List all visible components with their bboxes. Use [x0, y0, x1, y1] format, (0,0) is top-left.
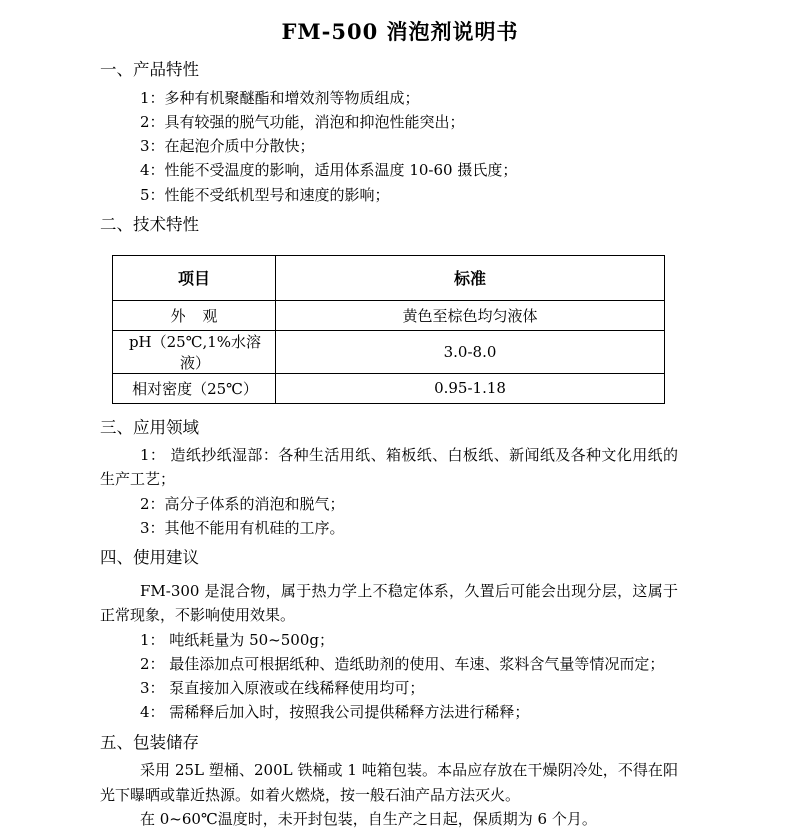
- storage-paragraph: 采用 25L 塑桶、200L 铁桶或 1 吨箱包装。本品应存放在干燥阴冷处，不得在阳光下曝晒或靠近热源。如着火燃烧，按一般石油产品方法灭火。: [100, 761, 678, 804]
- table-cell-standard: 黄色至棕色均匀液体: [276, 300, 665, 330]
- table-cell-item: 外 观: [113, 300, 276, 330]
- usage-intro-paragraph: FM-300 是混合物，属于热力学上不稳定体系，久置后可能会出现分层，这属于正常现象，不影响使用效果。: [100, 581, 678, 625]
- list-item: 4：性能不受温度的影响，适用体系温度 10-60 摄氏度；: [140, 161, 518, 180]
- list-item: 1： 造纸抄纸湿部：各种生活用纸、箱板纸、白板纸、新闻纸及各种文化用纸的生产工艺；: [100, 446, 678, 489]
- table-row: [113, 300, 665, 330]
- list-item: 3：其他不能用有机硅的工序。: [140, 519, 345, 538]
- list-item: 4： 需稀释后加入时，按照我公司提供稀释方法进行稀释；: [140, 703, 530, 722]
- table-cell-item: pH（25℃,1%水溶液）: [113, 330, 276, 373]
- table-cell-standard: 3.0-8.0: [276, 330, 665, 373]
- table-header-standard: 标准: [276, 255, 665, 300]
- section-heading-packaging-storage: 五、包装储存: [100, 732, 199, 752]
- list-item: 2：具有较强的脱气功能，消泡和抑泡性能突出；: [140, 112, 465, 131]
- technical-properties-table: [112, 255, 665, 404]
- section-heading-technical-properties: 二、技术特性: [100, 215, 199, 235]
- table-row: [113, 330, 665, 373]
- list-item: 3： 泵直接加入原液或在线稀释使用均可；: [140, 679, 425, 698]
- list-item: 3：在起泡介质中分散快；: [140, 137, 315, 156]
- section-heading-application-areas: 三、应用领域: [100, 417, 199, 437]
- table-cell-item: 相对密度（25℃）: [113, 373, 276, 403]
- list-item: 5：性能不受纸机型号和速度的影响；: [140, 185, 390, 204]
- section-heading-product-features: 一、产品特性: [100, 60, 199, 79]
- list-item: 2： 最佳添加点可根据纸种、造纸助剂的使用、车速、浆料含气量等情况而定；: [140, 654, 665, 673]
- shelf-life-paragraph: 在 0~60℃温度时，未开封包装，自生产之日起，保质期为 6 个月。: [140, 809, 597, 828]
- list-item: 2：高分子体系的消泡和脱气；: [140, 494, 345, 513]
- table-header-row: [113, 255, 665, 300]
- table-row: [113, 373, 665, 403]
- table-header-item: 项目: [113, 255, 276, 300]
- section-heading-usage-advice: 四、使用建议: [100, 548, 199, 568]
- list-item: 1：多种有机聚醚酯和增效剂等物质组成；: [140, 88, 420, 107]
- page-title: FM-500 消泡剂说明书: [281, 19, 519, 44]
- list-item: 1： 吨纸耗量为 50~500g；: [140, 630, 334, 649]
- table-cell-standard: 0.95-1.18: [276, 373, 665, 403]
